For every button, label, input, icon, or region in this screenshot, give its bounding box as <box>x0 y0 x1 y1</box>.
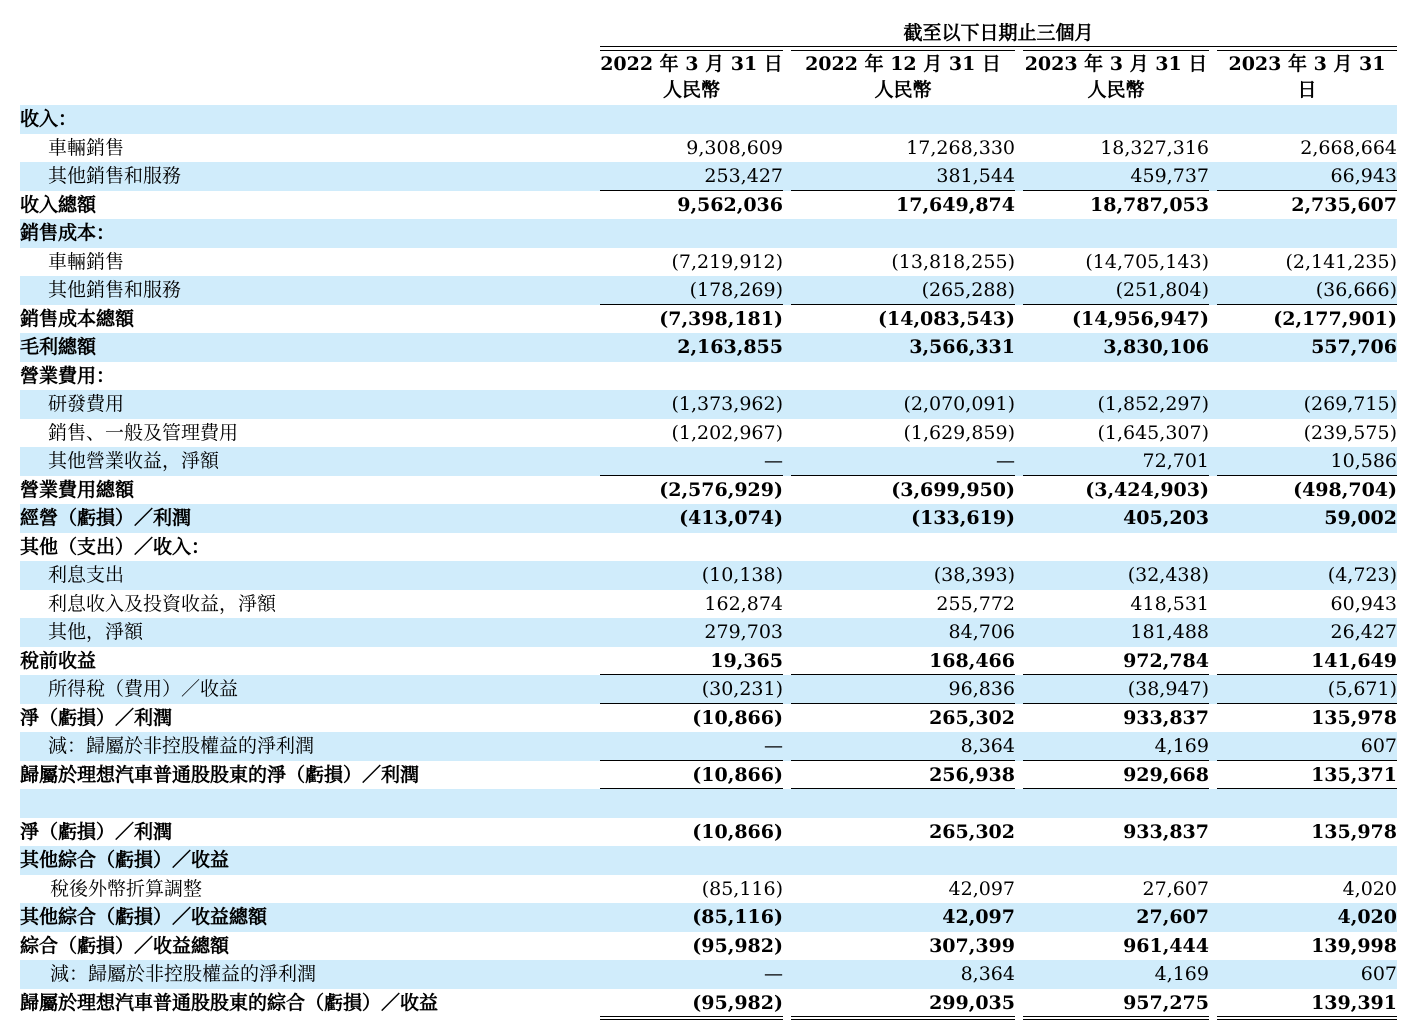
row-value-col3: 27,607 <box>1142 877 1209 900</box>
table-row <box>20 561 1397 590</box>
row-value-col3: 18,327,316 <box>1100 136 1209 159</box>
row-value-col4: (4,723) <box>1327 564 1397 586</box>
row-value-col1: 19,365 <box>710 649 783 672</box>
row-label: 其他營業收益，淨額 <box>48 450 220 472</box>
row-value-col4: (5,671) <box>1327 678 1397 700</box>
row-value-col4: 607 <box>1360 963 1397 985</box>
row-value-col1: (1,373,962) <box>671 393 783 415</box>
row-label: 利息收入及投資收益，淨額 <box>48 592 277 615</box>
row-value-col3: 933,837 <box>1123 820 1209 843</box>
row-value-col3: 72,701 <box>1142 450 1209 472</box>
row-value-col4: 4,020 <box>1342 877 1397 900</box>
row-label: 銷售成本總額 <box>20 307 135 330</box>
row-label: 收入總額 <box>20 193 97 216</box>
table-row <box>20 447 1397 476</box>
row-value-col1: — <box>764 963 783 985</box>
row-value-col2: 265,302 <box>929 820 1015 843</box>
row-label: 淨（虧損）／利潤 <box>20 820 173 843</box>
column-header-date: 2022 年 3 月 31 日 <box>600 53 783 75</box>
row-value-col4: (269,715) <box>1303 393 1397 415</box>
row-value-col1: (413,074) <box>679 507 783 529</box>
row-value-col1: (7,219,912) <box>671 250 783 273</box>
row-value-col1: 2,163,855 <box>677 336 783 358</box>
row-value-col4: 141,649 <box>1311 649 1397 672</box>
row-value-col2: 17,268,330 <box>906 136 1015 159</box>
column-header-currency: 人民幣 <box>874 79 932 101</box>
column-header-3 <box>1023 50 1209 105</box>
row-value-col3: 933,837 <box>1123 706 1209 729</box>
row-value-col1: 9,562,036 <box>677 193 783 216</box>
column-header-currency: 人民幣 <box>662 79 720 101</box>
row-value-col4: 607 <box>1360 735 1397 757</box>
row-label: 稅前收益 <box>20 649 97 672</box>
row-value-col3: (3,424,903) <box>1085 478 1209 501</box>
column-header-date: 2022 年 12 月 31 日 <box>805 53 1001 75</box>
table-row <box>20 818 1397 847</box>
row-value-col1: (2,576,929) <box>659 478 783 501</box>
row-value-col2: 8,364 <box>960 735 1015 757</box>
row-label: 減：歸屬於非控股權益的淨利潤 <box>48 735 315 757</box>
row-value-col3: 18,787,053 <box>1090 193 1209 216</box>
row-value-col4: 135,978 <box>1311 706 1397 729</box>
row-value-col2: 307,399 <box>929 934 1015 957</box>
double-underline <box>600 1016 783 1020</box>
table-row <box>20 248 1397 277</box>
table-row <box>20 305 1397 334</box>
row-value-col2: — <box>996 450 1015 472</box>
column-header-date: 2023 年 3 月 31 日 <box>1228 53 1386 101</box>
table-row <box>20 504 1397 533</box>
row-value-col3: (1,645,307) <box>1097 421 1209 444</box>
column-header-date: 2023 年 3 月 31 日 <box>1024 53 1208 75</box>
row-value-col2: 42,097 <box>942 906 1015 928</box>
row-value-col4: 135,978 <box>1311 820 1397 843</box>
row-value-col2: 8,364 <box>960 963 1015 985</box>
row-value-col1: (1,202,967) <box>671 421 783 444</box>
row-value-col2: 256,938 <box>929 763 1015 786</box>
row-value-col2: 168,466 <box>929 649 1015 672</box>
row-value-col4: 557,706 <box>1311 336 1397 358</box>
table-row <box>20 533 1397 562</box>
row-value-col3: (14,956,947) <box>1072 307 1209 330</box>
row-label: 經營（虧損）／利潤 <box>20 507 192 529</box>
row-value-col2: (2,070,091) <box>903 393 1015 415</box>
row-value-col3: 929,668 <box>1123 763 1209 786</box>
table-row <box>20 476 1397 505</box>
row-label: 銷售、一般及管理費用 <box>48 421 239 444</box>
row-label: 車輛銷售 <box>48 250 125 273</box>
row-value-col4: 60,943 <box>1330 592 1397 615</box>
table-row <box>20 219 1397 248</box>
row-value-col2: (14,083,543) <box>878 307 1015 330</box>
row-label: 其他綜合（虧損）／收益總額 <box>20 906 268 928</box>
row-value-col2: 299,035 <box>929 991 1015 1014</box>
row-value-col3: 4,169 <box>1154 735 1209 757</box>
row-value-col4: 59,002 <box>1324 507 1397 529</box>
table-row <box>20 875 1397 904</box>
table-row <box>20 846 1397 875</box>
row-value-col3: (14,705,143) <box>1085 250 1209 273</box>
row-value-col2: 381,544 <box>936 165 1015 187</box>
row-value-col2: (38,393) <box>933 564 1015 586</box>
row-value-col2: (1,629,859) <box>903 421 1015 444</box>
row-label: 其他銷售和服務 <box>48 165 182 187</box>
row-value-col3: (251,804) <box>1115 279 1209 301</box>
table-row <box>20 333 1397 362</box>
row-value-col1: (10,866) <box>692 763 783 786</box>
column-header-2 <box>791 50 1015 105</box>
row-label: 歸屬於理想汽車普通股股東的淨（虧損）／利潤 <box>20 763 420 786</box>
row-value-col2: 265,302 <box>929 706 1015 729</box>
row-value-col2: (133,619) <box>911 507 1015 529</box>
row-value-col3: 972,784 <box>1123 649 1209 672</box>
row-value-col1: (7,398,181) <box>659 307 783 330</box>
row-value-col3: 961,444 <box>1123 934 1209 957</box>
row-value-col3: 957,275 <box>1123 991 1209 1014</box>
row-value-col4: 2,668,664 <box>1300 136 1397 159</box>
row-label: 減：歸屬於非控股權益的淨利潤 <box>50 963 317 985</box>
table-row <box>20 134 1397 163</box>
row-value-col2: (265,288) <box>921 279 1015 301</box>
row-label: 其他，淨額 <box>48 621 144 643</box>
row-value-col3: 4,169 <box>1154 963 1209 985</box>
row-value-col2: (13,818,255) <box>891 250 1015 273</box>
row-value-col4: 26,427 <box>1330 621 1397 643</box>
column-header-1 <box>600 50 783 105</box>
row-label: 歸屬於理想汽車普通股股東的綜合（虧損）／收益 <box>20 991 439 1014</box>
row-value-col1: — <box>764 450 783 472</box>
row-value-col1: 9,308,609 <box>686 136 783 159</box>
row-label: 營業費用總額 <box>20 478 135 501</box>
row-value-col4: (2,141,235) <box>1285 250 1397 273</box>
table-row <box>20 390 1397 419</box>
row-value-col4: 135,371 <box>1311 763 1397 786</box>
row-value-col3: (38,947) <box>1127 678 1209 700</box>
row-value-col1: (178,269) <box>689 279 783 301</box>
row-value-col1: 253,427 <box>704 165 783 187</box>
row-value-col4: 2,735,607 <box>1291 193 1397 216</box>
row-label: 綜合（虧損）／收益總額 <box>20 934 230 957</box>
row-value-col4: (36,666) <box>1315 279 1397 301</box>
row-value-col1: (85,116) <box>701 877 783 900</box>
row-value-col3: 418,531 <box>1130 592 1209 615</box>
row-value-col3: 405,203 <box>1123 507 1209 529</box>
row-value-col1: (10,138) <box>701 564 783 586</box>
row-value-col4: (498,704) <box>1293 478 1397 501</box>
row-label: 車輛銷售 <box>48 136 125 159</box>
row-label: 營業費用： <box>20 364 116 387</box>
row-label: 其他銷售和服務 <box>48 279 182 301</box>
row-value-col3: 181,488 <box>1130 621 1209 643</box>
table-row <box>20 191 1397 220</box>
table-row <box>20 960 1397 989</box>
table-row <box>20 761 1397 790</box>
row-value-col1: 162,874 <box>704 592 783 615</box>
table-row <box>20 732 1397 761</box>
row-value-col1: (10,866) <box>692 706 783 729</box>
table-row <box>20 105 1397 134</box>
row-value-col2: 96,836 <box>948 678 1015 700</box>
row-value-col1: (85,116) <box>692 906 783 928</box>
double-underline <box>1023 1016 1209 1020</box>
table-row <box>20 704 1397 733</box>
row-label: 收入： <box>20 108 78 130</box>
row-value-col4: 4,020 <box>1337 906 1397 928</box>
period-group-underline <box>600 46 1397 47</box>
row-value-col2: 255,772 <box>936 592 1015 615</box>
row-label: 其他綜合（虧損）／收益 <box>20 849 230 871</box>
row-value-col4: 66,943 <box>1330 165 1397 187</box>
row-label: 其他（支出）／收入： <box>20 535 211 558</box>
period-group-header: 截至以下日期止三個月 <box>903 22 1094 44</box>
column-header-currency: 人民幣 <box>1087 79 1145 101</box>
table-row <box>20 276 1397 305</box>
row-label: 銷售成本： <box>20 222 116 244</box>
table-row <box>20 419 1397 448</box>
row-value-col1: (95,982) <box>692 934 783 957</box>
row-label: 研發費用 <box>48 393 125 415</box>
row-value-col3: 27,607 <box>1136 906 1209 928</box>
row-value-col4: (2,177,901) <box>1273 307 1397 330</box>
double-underline <box>791 1016 1015 1020</box>
row-label: 淨（虧損）／利潤 <box>20 706 173 729</box>
row-label: 所得稅（費用）／收益 <box>48 678 239 700</box>
row-value-col2: (3,699,950) <box>891 478 1015 501</box>
table-row <box>20 789 1397 818</box>
row-value-col2: 84,706 <box>948 621 1015 643</box>
row-value-col4: 10,586 <box>1330 450 1397 472</box>
row-value-col3: (1,852,297) <box>1097 393 1209 415</box>
row-value-col3: 3,830,106 <box>1103 336 1209 358</box>
row-value-col4: 139,998 <box>1311 934 1397 957</box>
row-label: 稅後外幣折算調整 <box>50 877 203 900</box>
row-value-col1: (30,231) <box>701 678 783 700</box>
row-value-col3: (32,438) <box>1127 564 1209 586</box>
row-value-col1: 279,703 <box>704 621 783 643</box>
table-row <box>20 362 1397 391</box>
row-value-col3: 459,737 <box>1130 165 1209 187</box>
row-value-col4: 139,391 <box>1311 991 1397 1014</box>
table-row <box>20 903 1397 932</box>
table-row <box>20 618 1397 647</box>
row-value-col2: 42,097 <box>948 877 1015 900</box>
table-row <box>20 647 1397 676</box>
row-value-col1: — <box>764 735 783 757</box>
row-value-col2: 3,566,331 <box>909 336 1015 358</box>
row-value-col1: (10,866) <box>692 820 783 843</box>
table-row <box>20 675 1397 704</box>
row-value-col1: (95,982) <box>692 991 783 1014</box>
row-label: 毛利總額 <box>20 336 97 358</box>
row-label: 利息支出 <box>48 564 125 586</box>
table-row <box>20 932 1397 961</box>
table-row <box>20 590 1397 619</box>
row-value-col2: 17,649,874 <box>896 193 1015 216</box>
double-underline <box>1217 1016 1397 1020</box>
column-header-4 <box>1217 50 1397 105</box>
table-row <box>20 989 1397 1018</box>
table-row <box>20 162 1397 191</box>
row-value-col4: (239,575) <box>1303 421 1397 444</box>
